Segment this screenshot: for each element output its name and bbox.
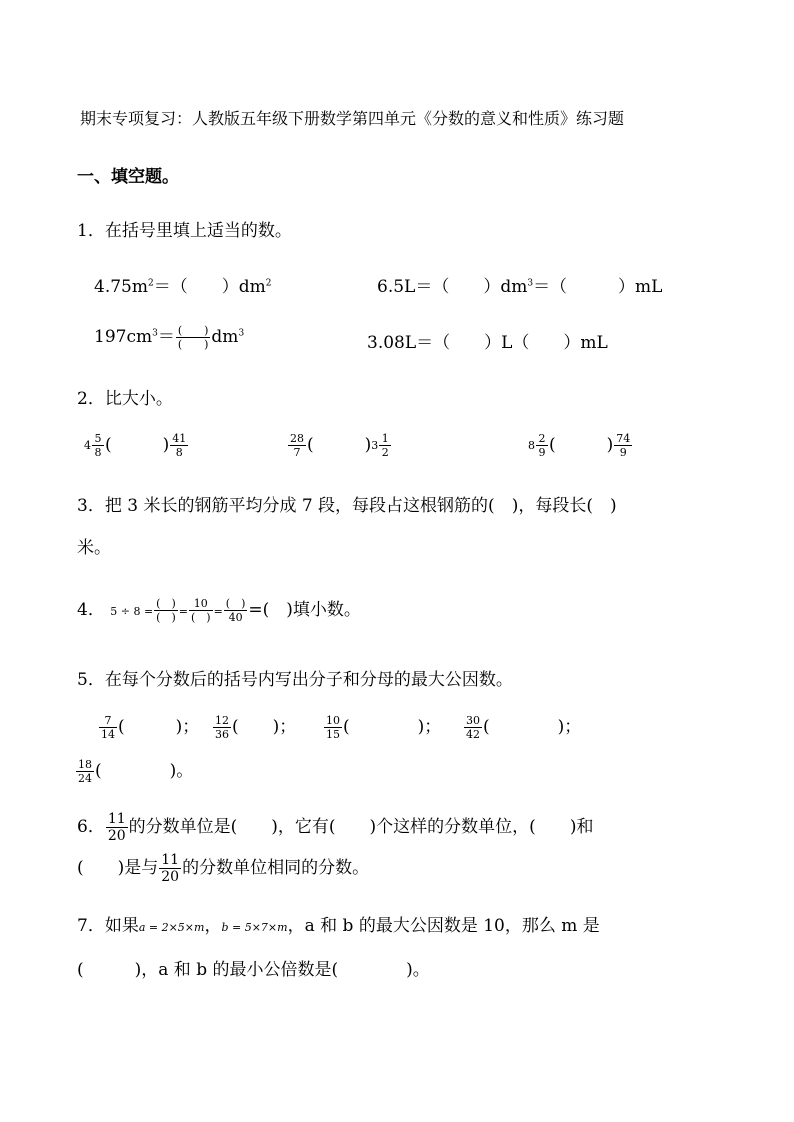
question-3-line1: 3．把 3 米长的钢筋平均分成 7 段，每段占这根钢筋的( )，每段长( ) xyxy=(77,496,617,516)
question-6-line2: ( )是与 $\frac{11}{20}$ 的分数单位相同的分数。 xyxy=(77,852,370,885)
q1-item-b1: $197cm^3=$ ( ) ( ) $dm^3$ xyxy=(94,324,245,351)
fraction-blank: ( ) ( ) xyxy=(177,324,209,351)
question-7-line2: ( )，a 和 b 的最小公倍数是( )。 xyxy=(77,960,430,980)
q5-item-1: $\frac{7}{14}$ ( )； xyxy=(101,714,200,741)
q5-item-5: $\frac{18}{24}$ ( )。 xyxy=(78,758,194,785)
question-7-line1: 7．如果a = 2×5×m，b = 5×7×m，a 和 b 的最大公因数是 10，那么 m 是 xyxy=(77,916,600,936)
q2-item-1: 4 $\frac{5}{8}$ ( ) $\frac{41}{8}$ xyxy=(84,432,187,459)
question-3-line2: 米。 xyxy=(77,538,111,558)
question-5-stem: 5．在每个分数后的括号内写出分子和分母的最大公因数。 xyxy=(77,670,513,690)
question-2-stem: 2．比大小。 xyxy=(77,389,173,409)
q2-item-2: $\frac{28}{7}$ ( )3 $\frac{1}{2}$ xyxy=(287,430,392,458)
q5-item-4: $\frac{30}{42}$ ( )； xyxy=(466,714,582,741)
q5-item-3: $\frac{10}{15}$ ( )； xyxy=(326,714,442,741)
q2-item-3: 8 $\frac{2}{9}$ ( ) $\frac{74}{9}$ xyxy=(528,432,631,459)
question-4: 4． 5 ÷ 8 = ( ) ( ) = 10 ( ) = ( ) 40 =( )填小数。 xyxy=(77,597,361,624)
section-heading: 一、填空题。 xyxy=(77,167,179,187)
q5-item-2: $\frac{12}{36}$ ( )； xyxy=(215,714,297,741)
q1-item-b2: 3.08L＝（ ）L（ ）mL xyxy=(367,333,608,353)
q1-item-a1: $4.75m^2=$（ ）$dm^2$ xyxy=(94,277,272,297)
q1-item-a2: 6.5L＝（ ）$dm^3=$（ ）mL xyxy=(377,277,663,297)
page-title: 期末专项复习：人教版五年级下册数学第四单元《分数的意义和性质》练习题 xyxy=(80,109,625,128)
question-1-stem: 1．在括号里填上适当的数。 xyxy=(77,221,292,241)
question-6-line1: 6． $\frac{11}{20}$ 的分数单位是( )，它有( )个这样的分数单位，( )和 xyxy=(77,811,594,844)
